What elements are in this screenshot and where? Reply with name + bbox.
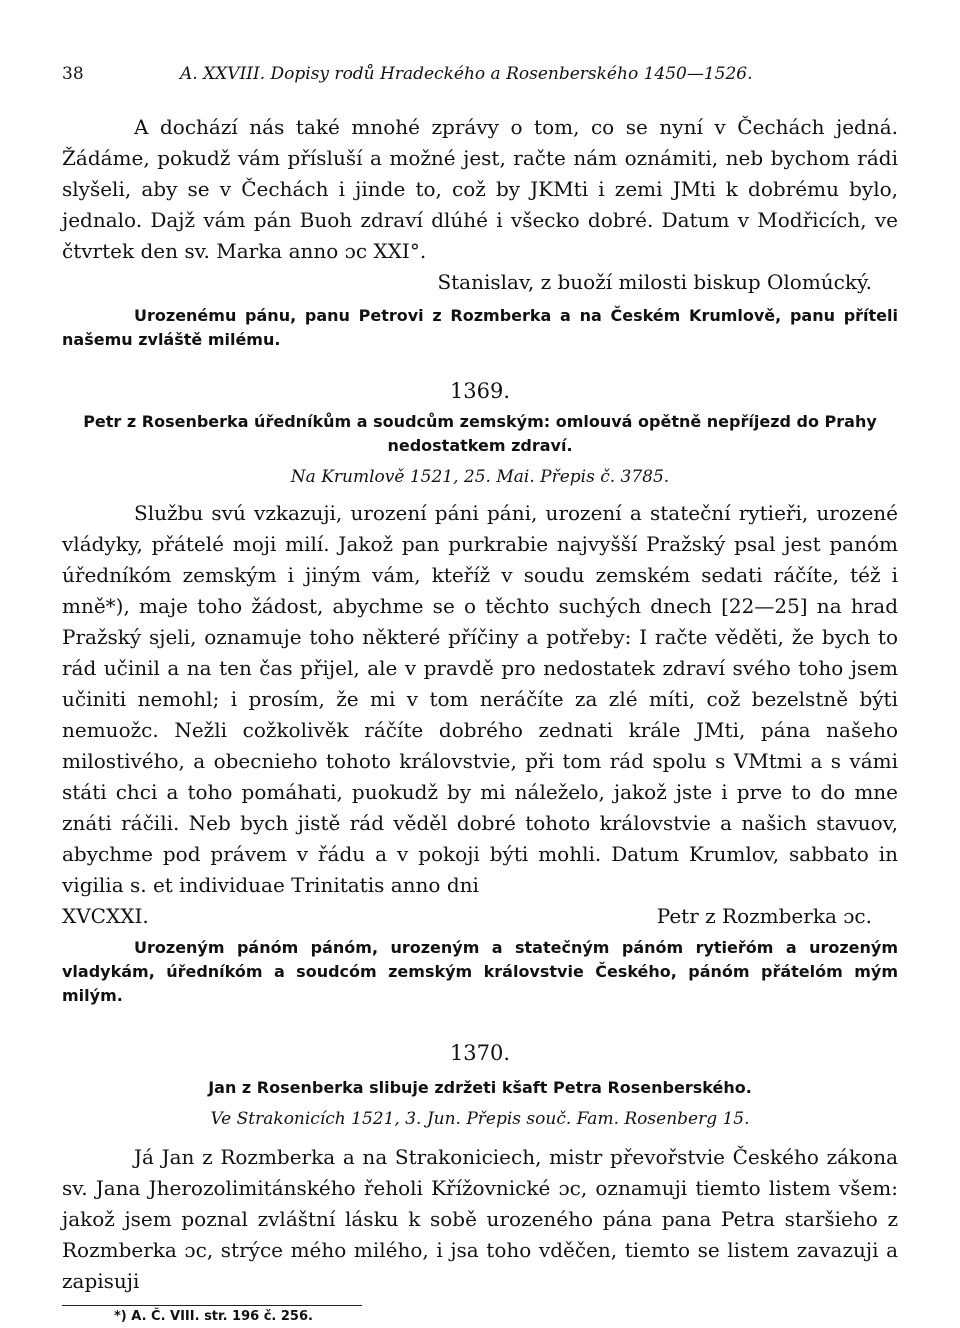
document-source-1370: Ve Strakonicích 1521, 3. Jun. Přepis souč. Fam. Rosenberg 15. [210,1109,750,1129]
document-text-1370: Já Jan z Rozmberka a na Strakoniciech, mistr převořstvie Českého zákona sv. Jana Jherozolimitánského řeholi Křížovnické ɔc, oznamuji tiemto listem všem: jakož jsem poznal zvláštní lásku k sobě urozeného pána pana Petra staršieho z Rozmberka ɔc, strýce mého milého, i jsa toho vděčen, tiemto se listem zavazuji a zapisuji [62,1145,898,1293]
document-summary-1370: Jan z Rosenberka slibuje zdržeti kšaft Petra Rosenberského. [208,1078,752,1097]
letter-1368-signature: Stanislav, z buoží milosti biskup Olomúcký. [437,270,872,294]
document-page [62,52,898,1328]
document-number-1369: 1369. [449,379,511,403]
page-number: 38 [62,64,84,84]
document-number-1370: 1370. [449,1041,511,1065]
running-title: A. XXVIII. Dopisy rodů Hradeckého a Rosenberského 1450—1526. [180,64,753,84]
document-source-1369: Na Krumlově 1521, 25. Mai. Přepis č. 3785. [290,467,670,487]
letter-1368-conclusion: A dochází nás také mnohé zprávy o tom, co se nyní v Čechách jedná. Žádáme, pokudž vám přísluší a možné jest, račte nám oznámiti, neb bychom rádi slyšeli, aby se v Čechách i jinde to, což by JKMti i zemi JMti k dobrému bylo, jednalo. Dajž vám pán Buoh zdraví dlúhé i všecko dobré. Datum v Modřicích, ve čtvrtek den sv. Marka anno ɔc XXI°. [62,115,898,263]
document-closing-1369 [62,901,898,932]
document-signature-1369: Petr z Rozmberka ɔc. [656,904,872,928]
running-header [62,52,898,92]
footnote: *) A. Č. VIII. str. 196 č. 256. [114,1309,313,1324]
letter-1368-address: Urozenému pánu, panu Petrovi z Rozmberka a na Českém Krumlově, panu příteli našemu zvláště milému. [62,306,898,349]
document-address-1369: Urozeným pánóm pánóm, urozeným a statečným pánóm rytieřóm a urozeným vladykám, úředníkóm a soudcóm zemským královstvie Českého, pánóm přátelóm mým milým. [62,938,898,1005]
document-date-1369: XVCXXI. [62,904,149,928]
document-text-1369: Službu svú vzkazuji, urození páni páni, urození a stateční rytieři, urozené vládyky, přátelé moji milí. Jakož pan purkrabie najvyšší Pražský psal jest panóm úředníkóm zemským i jiným vám, kteříž v soudu zemském sedati ráčíte, též i mně*), maje toho žádost, abychme se o těchto suchých dnech [22—25] na hrad Pražský sjeli, oznamuje toho některé příčiny a potřeby: I račte věděti, že bych to rád učinil a na ten čas přijel, ale v pravdě pro nedostatek zdraví svého toho jsem učiniti nemohl; i prosím, že mi v tom neráčíte za zlé míti, což bezelstně býti nemuožc. Nežli cožkolivěk ráčíte dobrého zednati krále JMti, pána našeho milostivého, a obecnieho tohoto královstvie, při tom rád spolu s VMtmi a s vámi státi chci a toho pomáhati, puokudž by mi náleželo, jakož jste i prve to do mne znáti ráčili. Neb bych jistě rád věděl dobré tohoto královstvie a našich stavuov, abychme pod právem v řádu a v pokoji býti mohli. Datum Krumlov, sabbato in vigilia s. et individuae Trinitatis anno dni [62,501,898,897]
document-summary-1369: Petr z Rosenberka úředníkům a soudcům zemským: omlouvá opětně nepříjezd do Prahy nedostatkem zdraví. [83,412,877,455]
